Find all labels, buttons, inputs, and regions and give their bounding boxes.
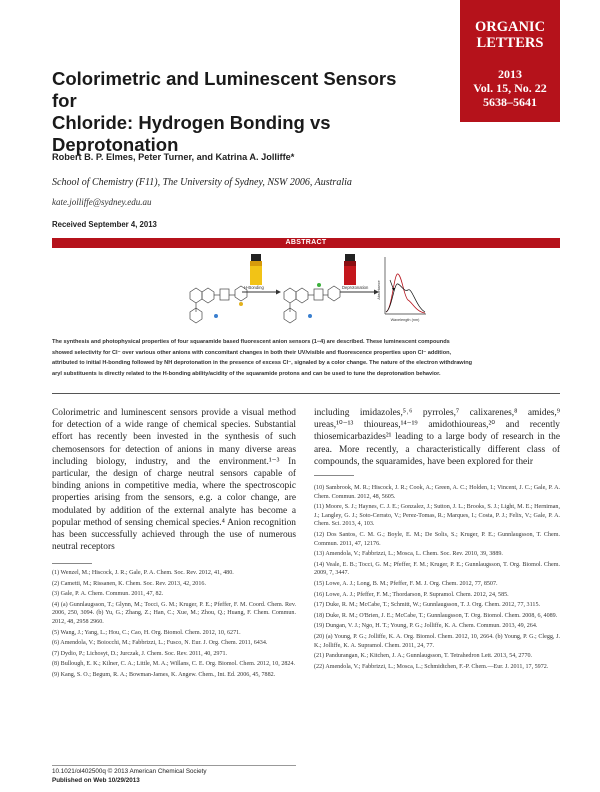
deprotonation-arrow — [340, 285, 379, 295]
reference-item: (13) Amendola, V.; Fabbrizzi, L.; Mosca, L. Chem. Soc. Rev. 2010, 39, 3889. — [314, 551, 503, 558]
journal-name-line-2: LETTERS — [476, 35, 544, 51]
reference-item: (1) Wenzel, M.; Hiscock, J. R.; Gale, P. A. Chem. Soc. Rev. 2012, 41, 480. — [52, 570, 234, 576]
x-axis-label: Wavelength (nm) — [390, 318, 420, 322]
references-divider — [52, 563, 92, 564]
reference-item: (22) Amendola, V.; Fabbrizzi, L.; Mosca, L.; Schmidtchen, F.-P. Chem.—Eur. J. 2011, 17, 5972. — [314, 663, 549, 670]
affiliation: School of Chemistry (F11), The University of Sydney, NSW 2006, Australia — [52, 177, 352, 188]
abstract-divider — [52, 393, 560, 394]
references-divider — [314, 475, 354, 476]
hbonding-arrow — [242, 285, 281, 295]
y-axis-label: Absorbance — [377, 280, 381, 300]
author-list: Robert B. P. Elmes, Peter Turner, and Katrina A. Jolliffe* — [52, 152, 295, 162]
toc-graphic — [180, 252, 428, 330]
red-vial-icon — [344, 254, 356, 285]
reference-item: (18) Duke, R. M.; O'Brien, J. E.; McCabe, T.; Gunnlaugsson, T. Org. Biomol. Chem. 2008, 6, 4089. — [314, 612, 558, 619]
body-paragraph-left: Colorimetric and luminescent sensors provide a visual method for detection of a wide range of chemical species. Substantial effort has recently been invested in the synthesis of such chemosensors for detection of anions in many diverse areas including biology, industry, and the environment.¹⁻³ In particular, the design of charge neutral sensors capable of binding anions in competitive media, where the spectroscopic properties arising from the sensors, e.g. a color change, are modulated by addition of the external analyte has become a popular method of sensing chemical species.⁴ Anion recognition has been successfully achieved through the use of numerous neutral receptors — [52, 408, 296, 553]
reference-item: (17) Duke, R. M.; McCabe, T.; Schmitt, W.; Gunnlaugsson, T. J. Org. Chem. 2012, 77, 3115. — [314, 602, 541, 609]
reference-item: (20) (a) Young, P. G.; Jolliffe, K. A. Org. Biomol. Chem. 2012, 10, 2664. (b) Young, P. G.; Clegg, J. K.; Jolliffe, K. A. Supramol. Chem. 2011, 24, 77. — [314, 633, 560, 649]
journal-name-line-1: ORGANIC — [474, 19, 546, 35]
reference-item: (16) Lowe, A. J.; Pfeffer, F. M.; Thordarson, P. Supramol. Chem. 2012, 24, 585. — [314, 591, 509, 598]
abstract-line: showed selectivity for Cl⁻ over various other anions with concomitant changes in both their UV/visible and fluorescence properties upon Cl⁻ addition, — [52, 349, 452, 356]
reference-item: (4) (a) Gunnlaugsson, T.; Glynn, M.; Tocci, G. M.; Kruger, P. E.; Pfeffer, F. M. Coord. Chem. Rev. 2006, 250, 3094. (b) Yu, G.; Zhang, Z.; Han, C.; Xue, M.; Zhou, Q.; Huang, F. Chem. Commun. 2012, 48, 2958 2960. — [52, 601, 296, 625]
reference-item: (11) Moore, S. J.; Haynes, C. J. E.; Gonzalez, J.; Sutton, J. L.; Brooks, S. J.; Light, M. E.; Herniman, J.; Langley, G. J.; Soto-Cerrato, V.; Perez-Tomas, R.; Marques, I.; Costa, P. J.; Felix, V.; Gale, P. A. Chem. Sci. 2013, 4, 103. — [314, 504, 560, 528]
title-line-1: Colorimetric and Luminescent Sensors for — [52, 68, 397, 111]
reference-item: (5) Wang, J.; Yang, L.; Hou, C.; Cao, H. Org. Biomol. Chem. 2012, 10, 6271. — [52, 629, 241, 636]
reference-item: (2) Cametti, M.; Rissanen, K. Chem. Soc. Rev. 2013, 42, 2016. — [52, 580, 206, 587]
yellow-vial-icon — [250, 254, 262, 285]
abstract-line: attributed to initial H-bonding followed by NH deprotonation in the presence of excess Cl⁻, signaled by a color change. The nature of the electron withdrawing — [52, 360, 473, 367]
footer-doi[interactable]: 10.1021/ol402500q © 2013 American Chemical Society — [52, 768, 207, 775]
references-list-left — [52, 569, 296, 682]
deprotonation-label: Deprotonation — [342, 285, 369, 290]
reference-item: (6) Amendola, V.; Boiocchi, M.; Fabbrizzi, L.; Fusco, N. Eur. J. Org. Chem. 2011, 6434. — [52, 640, 268, 647]
reference-item: (3) Gale, P. A. Chem. Commun. 2011, 47, 82. — [52, 591, 164, 598]
abstract-banner — [52, 238, 560, 248]
hbonding-label: H-Bonding — [244, 285, 264, 290]
article-title — [52, 68, 412, 156]
journal-name — [460, 19, 560, 51]
journal-year: 2013 — [498, 67, 522, 81]
reference-item: (21) Pandurangan, K.; Kitchen, J. A.; Gunnlaugsson, T. Tetrahedron Lett. 2013, 54, 2770. — [314, 653, 533, 660]
reference-item: (8) Bullough, E. K.; Kilner, C. A.; Little, M. A.; Willans, C. E. Org. Biomol. Chem. 2012, 10, 2824. — [52, 661, 296, 668]
abstract-line: The synthesis and photophysical properties of four squaramide based fluorescent anion sensors (1−4) are described. These luminescent compounds — [52, 339, 450, 345]
reference-item: (19) Dungan, V. J.; Ngo, H. T.; Young, P. G.; Jolliffe, K. A. Chem. Commun. 2013, 49, 264. — [314, 623, 538, 630]
references-list-right — [314, 484, 560, 673]
heteroatom-marker — [308, 314, 312, 318]
footer-published-date: Published on Web 10/29/2013 — [52, 777, 140, 784]
reference-item: (9) Kang, S. O.; Begum, R. A.; Bowman-James, K. Angew. Chem., Int. Ed. 2006, 45, 7882. — [52, 671, 276, 678]
reference-item: (7) Dydio, P.; Lichosyt, D.; Jurczak, J. Chem. Soc. Rev. 2011, 40, 2971. — [52, 650, 228, 657]
absorbance-spectrum-plot — [377, 257, 426, 322]
title-line-2: Chloride: Hydrogen Bonding vs — [52, 112, 331, 133]
title-line-3: Deprotonation — [52, 134, 179, 155]
body-paragraph-right: including imidazoles,⁵˒⁶ pyrroles,⁷ calixarenes,⁸ amides,⁹ ureas,¹⁰⁻¹³ thioureas,¹⁴⁻¹⁹ amidothioureas,²⁰ and recently thiosemicarbazides²¹ leading to a large body of research in the area. More recently, a characteristically different class of compounds, the squaramides, have been explored for their — [314, 408, 560, 467]
journal-volume: Vol. 15, No. 22 — [473, 81, 547, 95]
reference-item: (12) Dos Santos, C. M. G.; Boyle, E. M.; De Solis, S.; Kruger, P. E.; Gunnlaugsson, T. Chem. Commun. 2011, 47, 12176. — [314, 531, 560, 547]
journal-badge — [460, 0, 560, 122]
reference-item: (15) Lowe, A. J.; Long, B. M.; Pfeffer, F. M. J. Org. Chem. 2012, 77, 8507. — [314, 580, 498, 587]
footer-divider — [52, 765, 296, 766]
molecule-middle-structure — [284, 286, 340, 323]
abstract-text — [52, 337, 560, 379]
abstract-line: aryl substituents is directly related to the H-bonding ability/acidity of the squaramide protons and can be used to tune the deprotonation behavior. — [52, 370, 441, 377]
heteroatom-marker — [214, 314, 218, 318]
reference-item: (10) Sambrook, M. R.; Hiscock, J. R.; Cook, A.; Green, A. C.; Holden, I.; Vincent, J. C.; Gale, P. A. Chem. Commun. 2012, 48, 5605. — [314, 485, 560, 500]
chloride-marker — [317, 283, 321, 287]
reference-item: (14) Veale, E. B.; Tocci, G. M.; Pfeffer, F. M.; Kruger, P. E.; Gunnlaugsson, T. Org. Biomol. Chem. 2009, 7, 3447. — [314, 561, 560, 577]
received-date: Received September 4, 2013 — [52, 220, 157, 229]
abstract-heading: ABSTRACT — [285, 239, 327, 246]
journal-pages: 5638–5641 — [483, 95, 537, 109]
heteroatom-marker — [239, 302, 243, 306]
molecule-left-structure — [190, 286, 247, 323]
author-email-link[interactable]: kate.jolliffe@sydney.edu.au — [52, 197, 152, 207]
